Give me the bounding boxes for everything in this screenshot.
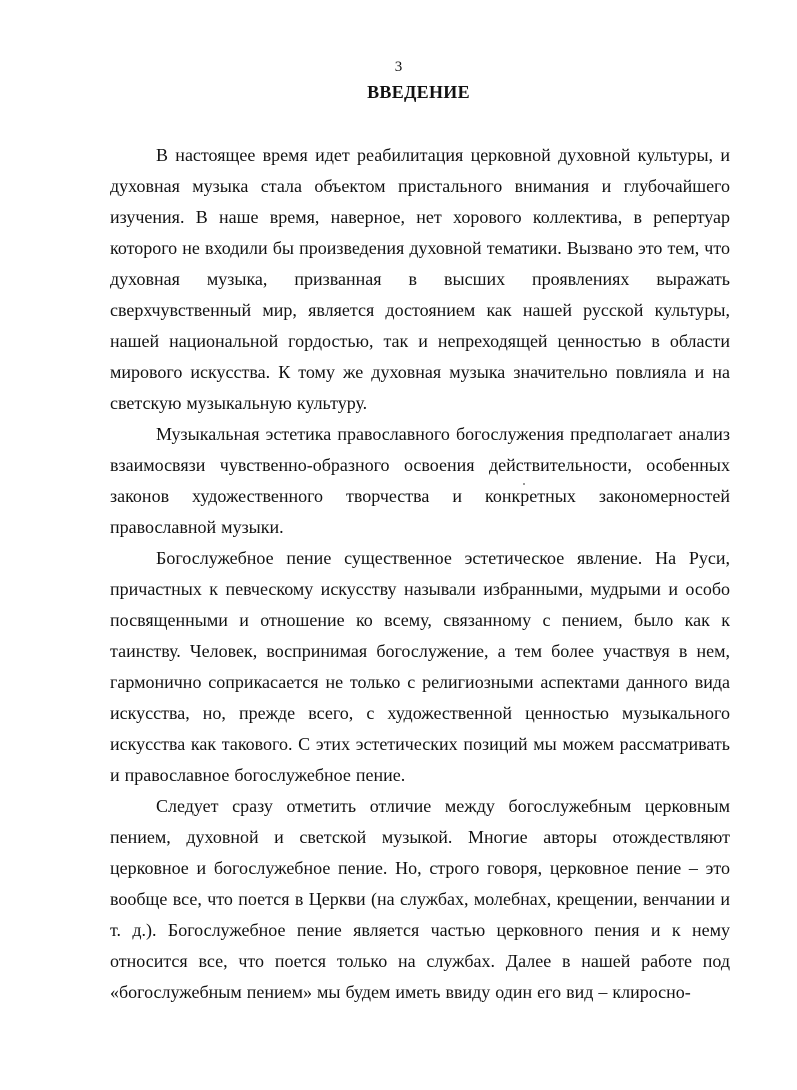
- paragraph: В настоящее время идет реабилитация церковной духовной культуры, и духовная музыка стала объектом пристального внимания и глубочайшего изучения. В наше время, наверное, нет хорового коллектива, в репертуар которого не входили бы произведения духовной тематики. Вызвано это тем, что духовная музыка, призванная в высших проявлениях выражать сверхчувственный мир, является достоянием как нашей русской культуры, нашей национальной гордостью, так и непреходящей ценностью в области мирового искусства. К тому же духовная музыка значительно повлияла и на светскую музыкальную культуру.: [110, 145, 730, 413]
- body-text: [110, 140, 730, 1008]
- page-title: ВВЕДЕНИЕ: [367, 82, 470, 102]
- page-number: 3: [394, 59, 403, 75]
- paragraph: Богослужебное пение существенное эстетическое явление. На Руси, причастных к певческому искусству называли избранными, мудрыми и особо посвященными и отношение ко всему, связанному с пением, было как к таинству. Человек, воспринимая богослужение, а тем более участвуя в нем, гармонично соприкасается не только с религиозными аспектами данного вида искусства, но, прежде всего, с художественной ценностью музыкального искусства как такового. С этих эстетических позиций мы можем рассматривать и православное богослужебное пение.: [110, 548, 730, 785]
- paragraph: Следует сразу отметить отличие между богослужебным церковным пением, духовной и светской музыкой. Многие авторы отождествляют церковное и богослужебное пение. Но, строго говоря, церковное пение – это вообще все, что поется в Церкви (на службах, молебнах, крещении, венчании и т. д.). Богослужебное пение является частью церковного пения и к нему относится все, что поется только на службах. Далее в нашей работе под «богослужебным пением» мы будем иметь ввиду один его вид – клиросно-: [110, 796, 730, 1002]
- paragraph: Музыкальная эстетика православного богослужения предполагает анализ взаимосвязи чувственно-образного освоения действительности, особенных законов художественного творчества и конкретных закономерностей православной музыки.: [110, 424, 730, 537]
- scan-artifact: [523, 483, 525, 485]
